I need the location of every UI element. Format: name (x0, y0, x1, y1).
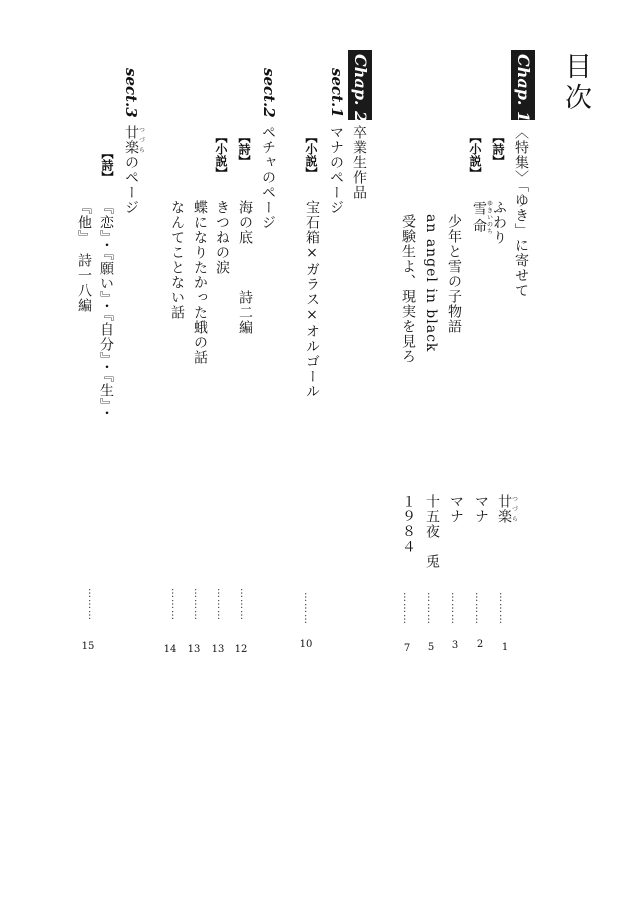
toc-entry-title: 蝶になりたかった蛾の話 (192, 200, 208, 365)
dot-leader: ……… (169, 588, 180, 621)
dot-leader: ……… (215, 588, 226, 621)
story-tag: 【小説】 (468, 131, 482, 179)
dot-leader: ……… (192, 588, 203, 621)
section-3-label: sect.3 (122, 68, 140, 118)
section-2-title: ペチャのページ (260, 125, 276, 230)
section-1-label: sect.1 (328, 68, 346, 118)
poem-tag: 【詩】 (237, 131, 251, 167)
toc-entry-title: 『他』 詩一八編 (76, 200, 92, 313)
page-number: 13 (211, 644, 225, 655)
chapter-2-heading: 卒業生作品 (351, 125, 367, 200)
toc-entry-title: 『恋』・『願い』・『自分』・『生』・ (98, 200, 114, 421)
toc-entry-author: 廿楽つづら (496, 494, 518, 524)
story-tag: 【小説】 (304, 131, 318, 179)
page-number: 2 (476, 639, 484, 650)
poem-tag: 【詩】 (491, 131, 505, 167)
toc-entry-title: 少年と雪の子物語 (446, 214, 462, 334)
page-number: 10 (299, 639, 313, 650)
toc-entry-title: 受験生よ、現実を見ろ (400, 214, 416, 364)
toc-entry-author: １９８４ (400, 494, 416, 554)
feature-title: 〈特集〉「ゆき」に寄せて (513, 125, 529, 298)
page-number: 12 (234, 644, 248, 655)
page-number: 3 (451, 640, 459, 651)
dot-leader: ……… (425, 592, 436, 625)
poem-tag: 【詩】 (100, 147, 114, 183)
page-number: 15 (81, 641, 95, 652)
page-number: 7 (403, 643, 411, 654)
dot-leader: ……… (497, 592, 508, 625)
page-title: 目次 (560, 52, 591, 114)
toc-entry-title: なんてことない話 (169, 200, 185, 320)
toc-entry-title: 雪命ゆきいのち (471, 200, 493, 235)
dot-leader: ……… (86, 588, 97, 621)
dot-leader: ……… (449, 592, 460, 625)
toc-entry-author: マナ (448, 494, 464, 524)
page-number: 5 (427, 642, 435, 653)
section-2-label: sect.2 (260, 68, 278, 118)
dot-leader: ……… (473, 592, 484, 625)
toc-entry-title: ふわり (491, 200, 507, 245)
dot-leader: ……… (238, 588, 249, 621)
dot-leader: ……… (302, 592, 313, 625)
page-number: 13 (187, 644, 201, 655)
dot-leader: ……… (401, 592, 412, 625)
section-1-title: マナのページ (328, 125, 344, 215)
toc-entry-title: きつねの涙 (214, 200, 230, 275)
toc-entry-author: マナ (473, 494, 489, 524)
toc-entry-title: an angel in black (423, 214, 439, 353)
toc-entry-author: 十五夜 兎 (424, 494, 440, 569)
page-number: 1 (501, 642, 509, 653)
page-number: 14 (163, 644, 177, 655)
story-tag: 【小説】 (214, 131, 228, 179)
chapter-2-badge: Chap. 2 (348, 50, 372, 120)
toc-entry-title: 海の底 詩二編 (237, 200, 253, 335)
section-3-title: 廿楽つづらのページ (123, 125, 145, 215)
toc-entry-title: 宝石箱×ガラス×オルゴール (304, 200, 320, 399)
chapter-1-badge: Chap. 1 (511, 50, 535, 120)
